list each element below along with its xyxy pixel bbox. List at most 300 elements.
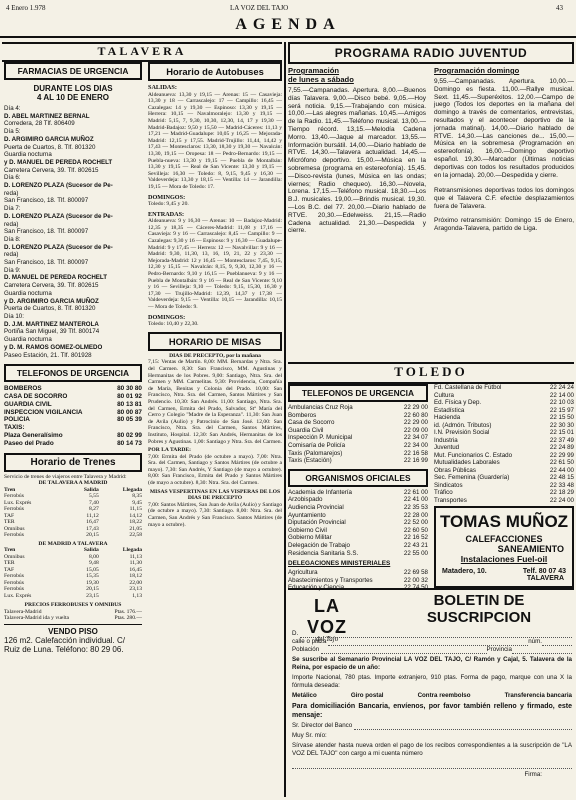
oficial-row-cell: 22 28 00 [403,511,428,519]
oficial-row [288,542,428,550]
boletin-muy: Muy Sr. mío: [292,732,327,739]
toledo-right-row [434,392,574,400]
domingos-1-title: DOMINGOS: [148,193,186,201]
toledo-telefonos-title: TELEFONOS DE URGENCIA [288,384,428,402]
oficial-row-cell: 22 35 53 [403,503,428,511]
toledo-telefono-row [288,442,428,450]
oficial-row-cell: 22 43 21 [403,541,428,549]
delegacion-row-cell: Abastecimientos y Transportes [288,576,373,584]
oficial-row-cell: 22 52 00 [403,519,428,527]
farmacia-line: Portiña San Miguel, 39 Tlf. 800174 [4,328,100,336]
misas-sub-2: POR LA TARDE: [148,447,191,454]
train-cell: Ferrobús [4,573,24,580]
toledo-right-row-cell: Mut. Funcionarios C. Estado [434,451,513,459]
oficial-row-cell: Academia de Infantería [288,488,352,496]
farmacia-line: D. LORENZO PLAZA (Sucesor de Pe- [4,243,113,251]
train-cell: 1,13 [132,592,142,599]
farmacia-line: San Francisco, 18. Tlf. 800097 [4,259,89,267]
telefono-row-cell: 80 30 80 [117,385,142,393]
farmacia-line: Guardia nocturna [4,336,52,344]
delegacion-row-cell: Agricultura [288,569,318,577]
oficial-row-cell: Audiencia Provincial [288,503,344,511]
train-cell: Omnibus [4,553,25,560]
farmacia-line: Día 5: [4,128,21,136]
farmacia-line: y D. ARGIMIRO GARCIA MUÑOZ [4,297,99,305]
toledo-right-row-cell: Tráfico [434,489,453,496]
toledo-telefono-row-cell: Comisaría de Policía [288,441,346,449]
toledo-right-row [434,474,574,482]
radio-note-1: Retransmisiones deportivas todos los domingos que el Talavera C.F. efectúe desplazamientos fuera de Talavera. [434,187,574,210]
toledo-right-row-cell: 22 61 50 [549,459,574,466]
ad-line-3: Instalaciones Fuel-oil [460,554,548,564]
train-cell: Omnibus [4,525,25,532]
toledo-telefono-row [288,434,428,442]
toledo-telefonos-table [288,404,428,465]
telefono-row [4,432,142,440]
precio-row-cell: Ptas. 280.— [114,615,142,622]
toledo-telefono-row-cell: Guardia Civil [288,426,324,434]
train-row [4,593,142,600]
delegacion-row [288,569,428,577]
oficial-row [288,527,428,535]
train-header-cell: Llegada [122,547,142,554]
entradas-text: Aldeanueva: 9 y 16,30 — Arenas: 10 — Badajoz-Madrid: 12,35 y 18,35 — Cáceres-Madrid: 11,08 y 17,16 — Casavieja: 9 y 16 — Carrascalejo: 8,45 — Campillo: 9 — Cazalegas: 9,30 y 16 — Espinoso: 9 y 16,30 — Guadalupe-Madrid: 9 y 17,45 — Herrera: 12 — Navalvillar: 9 y 16 — Madrid: 9,30, 11,30, 13, 16, 19, 21, 22 y 23,30 — Mejorada-Madrid: 12 y 16,45 — Montesclaros: 7,45, 9,15, 12,30 y 15,15 — Navalcán: 8,15, 9, 9,30, 12,30 y 16 — Pedro-Bernardo: 9,10 y 16,15 — Pueblanueva: 9 y 16 — Puebla de Montalbán: 9 y 16 — Real de San Vicente: 9,10 y 16 — Sevilleja: 9,10 — Toledo: 9,15, 15,30, 16,30 y 17,30 — Trujillo-Madrid: 12,39, 14,37 y 17,38 — Valdeverdeja: 9,15 — Ventilla: 10,15 — Jarandilla: 10,15 — Mora de Toledo: 9. [148,218,282,310]
farmacia-line: y D. M. RAMOS GOMEZ-OLMEDO [4,343,103,351]
toledo-right-row-cell: 22 44 00 [549,466,574,474]
oficial-row-cell: Residencia Sanitaria S.S. [288,549,359,557]
toledo-right-row [434,459,574,467]
farmacia-line: Puerta de Cuartos, 8. Tlf. 801320 [4,305,96,313]
toledo-telefono-row-cell: 22 09 00 [403,426,428,434]
domingos-2-text: Toledo: 10,40 y 22,30. [148,321,199,328]
toledo-right-row-cell: Transportes [434,496,467,504]
toledo-telefono-row-cell: Taxis (Palomarejos) [288,449,343,457]
train-cell: Lux. Exprés [4,499,32,506]
radio-weekday-title-1: Programación [288,66,340,75]
oficial-row-cell: 22 60 50 [403,526,428,534]
toledo-telefono-row-cell: 22 16 99 [403,457,428,465]
toledo-right-table [434,384,574,504]
train-cell: 20,15 [86,586,99,593]
farmacia-line: D. LORENZO PLAZA (Sucesor de Pe- [4,182,113,190]
toledo-telefono-row [288,404,428,412]
train-cell: 8,35 [132,493,142,500]
train-cell: 11,13 [129,553,142,560]
toledo-telefono-row [288,450,428,458]
trenes-title: Horario de Trenes [4,453,142,472]
train-header-cell: Salida [83,547,99,554]
farmacia-line: San Francisco, 18. Tlf. 800097 [4,197,89,205]
salidas-text: Aldeanueva: 13,30 y 19,15 — Arenas: 15 — Casavieja: 13,30 y 18 — Carrascalejo: 17 — Campillo: 16,45 — Cazalegas: 14 y 19,30 — Espinoso: 13,30 y 19,15 — Herrera: 10,15 — Navalmoralejo: 13,30 y 19,15 — Madrid: 5,15, 7, 9,30, 10,30, 12,30, 14, 17 y 19,30 — Madrid-Badajoz: 9,50 y 15,50 — Madrid-Cáceres: 11,13 y 17,21 — Madrid-Guadalupe: 10,05 y 16,25 — Mejorada-Madrid: 12,15 y 17,55. Madrid-Trujillo: 11,44, 14,42 y 17,43 — Montesclaros: 13,30, 18,30 y 19,30 — Navalcán: 13,30, 19,15 — Oropesa: 18 — Pedro-Bernardo: 19,15 — Puebla-nueva: 13,30 y 19,15 — Puebla de Montalbán: 13,30 y 19,15 — Real de San Vicente: 13,30 y 19,15 — Sevilleja: 16,30 — Toledo: 8, 9,15, 9,45 y 16,30 — Valdeverdeja: 13,30 y 18,15 — Ventilla: 14 — Jarandilla: 19,15 — Mora de Toledo: 17. [148,91,282,190]
ad-line-2: SANEAMIENTO [497,544,564,554]
farmacias-title: FARMACIAS DE URGENCIA [4,62,142,80]
salidas-title: SALIDAS: [148,84,177,91]
telefono-row-cell [109,424,142,432]
precio-row-cell: Talavera-Madrid [4,608,42,615]
trenes-intro: Servicio de trenes de viajeros entre Talavera y Madrid: [4,473,127,480]
delegaciones-title: DELEGACIONES MINISTERIALES [288,560,391,568]
logo-subtext: del Tajo [315,635,339,643]
train-cell: 7,40 [88,499,99,506]
telefono-row-cell: Plaza Generalísimo [4,431,63,439]
payment-option[interactable]: Metálico [292,692,317,699]
oficial-row-cell: 22 16 52 [403,534,428,542]
form-banco-field[interactable] [354,722,572,730]
radio-weekday-title-2: de lunes a sábado [288,75,354,84]
vendo-title: VENDO PISO [48,626,98,636]
train-cell: 18,22 [129,519,142,526]
boletin-text-4: Sírvase atender hasta nueva orden el pago de los recibos correspondientes a la suscripción de "LA VOZ DEL TAJO" con cargo a mi cuenta número [292,742,572,757]
telefono-row-cell: 80 13 81 [117,400,142,408]
toledo-right-row-cell: 22 24 24 [549,384,574,391]
toledo-telefono-row-cell: Bomberos [288,411,317,419]
toledo-right-row [434,429,574,437]
train-cell: 22,00 [129,579,142,586]
telefono-row-cell: INSPECCION VIGILANCIA [4,408,83,416]
train-cell: TER [4,519,15,526]
train-cell: 16,45 [129,566,142,573]
oficial-row [288,504,428,512]
delegacion-row-cell: 22 74 50 [403,584,428,592]
form-provincia-field[interactable] [512,646,572,654]
radio-note-2: Próximo retransmisión: Domingo 15 de Enero, Aragonda-Talavera, partido de Liga. [434,216,574,232]
telefonos-talavera-title: TELEFONOS DE URGENCIA [4,364,142,382]
telefono-row-cell: 80 00 87 [117,408,142,416]
talavera-right-column [148,62,282,797]
tomas-munoz-ad [434,506,574,588]
farmacia-line: Día 7: [4,205,21,213]
boletin-text-3: Para domiciliación Bancaria, envíenos, por favor también relleno y firmado, este mensaje: [292,703,572,719]
oficial-row [288,534,428,542]
boletin-section [288,588,574,800]
toledo-title: TOLEDO [288,362,574,384]
form-don-label: D. [292,630,299,637]
toledo-telefono-row-cell: Inspección P. Municipal [288,434,353,442]
section-title: AGENDA [0,16,576,38]
toledo-right-row-cell: 22 10 03 [549,399,574,406]
toledo-telefono-row-cell: Ambulancias Cruz Roja [288,404,353,411]
radio-weekday [288,66,426,358]
toledo-right-row-cell: I.N. Previsión Social [434,429,490,436]
boletin-form [292,630,572,779]
boletin-title-2: SUSCRIPCION [426,609,532,626]
oficial-row [288,550,428,558]
oficial-row-cell: Diputación Provincial [288,519,346,527]
oficial-row-cell: 22 61 00 [403,488,428,496]
farmacias-subtitle-1: DURANTE LOS DIAS [33,84,113,93]
oficial-row [288,489,428,497]
precios-table [4,609,142,622]
header-page-number: 43 [556,4,563,12]
farmacia-line: Carretera Cervera, 39. Tlf. 802615 [4,166,99,174]
toledo-right-row-cell: 22 30 30 [549,421,574,429]
farmacia-line: Guardia nocturna [4,289,52,297]
toledo-right-row-cell: Sindicatos [434,481,463,489]
boletin-text-1: Se suscribe al Semanario Provincial LA VOZ DEL TAJO, C/ Ramón y Cajal, 5. Talavera de la Reina, por espacio de un año: [292,656,572,671]
delegacion-row-cell: 22 00 32 [403,576,428,584]
oficial-row-cell: 22 41 00 [403,496,428,504]
header-paper: LA VOZ DEL TAJO [230,4,289,12]
train-cell: 16,47 [86,519,99,526]
payment-option[interactable]: Giro postal [350,692,384,699]
telefono-row-cell: 80 02 99 [117,431,142,439]
toledo-telefono-row-cell: Casa de Socorro [288,419,335,427]
misas-text-3: 7,00: Santos Mártires, San Juan de Avila (Aulio) y Santiago (de octubre a mayo). 7,30: Santiago. 8,00: Ntra. Sra. del Carmen, San Andrés y San Francisco. Santos Mártires (de mayo a octubre). [148,501,282,528]
train-cell: 19,30 [86,579,99,586]
logo-text: LA VOZ [306,596,347,637]
train-header-cell: Tren [4,486,16,493]
ad-city: TALAVERA [526,575,564,582]
train-cell: 9,48 [88,560,99,567]
toledo-right-row [434,437,574,445]
radio-section [288,42,574,360]
toledo-telefono-row [288,412,428,420]
payment-option[interactable]: Contra reembolso [417,692,471,699]
farmacia-line: Día 8: [4,235,21,243]
train-cell: Ferrobús [4,506,24,513]
toledo-telefono-row-cell: 22 29 00 [403,419,428,427]
toledo-right-row [434,407,574,415]
oficiales-table [288,489,428,557]
toledo-right [434,384,574,504]
farmacia-line: reda) [4,251,19,259]
train-cell: 21,05 [129,525,142,532]
telefono-row [4,424,142,432]
oficial-row-cell: Arzobispado [288,496,323,504]
toledo-telefono-row-cell: 22 16 58 [403,449,428,457]
train-cell: Ferrobús [4,532,24,539]
boletin-title-1: BOLETIN DE [433,592,525,609]
oficial-row-cell: 22 55 00 [403,549,428,557]
header-date: 4 Enero 1.978 [6,4,46,12]
toledo-right-row-cell: 22 14 00 [549,391,574,399]
precio-row-cell: Ptas. 176.— [114,608,142,615]
entradas-title: ENTRADAS: [148,210,185,218]
toledo-telefono-row-cell: 22 34 07 [403,434,428,442]
toledo-right-row-cell: Obras Públicas [434,466,476,474]
radio-sunday-title: Programación domingo [434,66,520,75]
talavera-title: TALAVERA [2,42,282,62]
farmacia-line: Día 6: [4,174,21,182]
telefono-row-cell: 80 01 92 [117,393,142,400]
toledo-right-row [434,422,574,430]
form-don-field[interactable] [300,630,572,638]
form-poblacion-label: Población [292,646,320,653]
farmacia-line: Corredera, 28 Tlf. 806409 [4,120,75,128]
toledo-right-row [434,467,574,475]
telefono-row [4,416,142,424]
toledo-right-row-cell: Mutualidades Laborales [434,459,500,466]
toledo-right-row-cell: Sec. Femenina (Guardería) [434,474,510,481]
oficial-row [288,519,428,527]
train-cell: 11,30 [129,560,142,567]
trenes-heading-1: DE TALAVERA A MADRID [38,480,108,487]
delegacion-row [288,577,428,585]
form-cuenta-field[interactable] [292,760,572,769]
train-cell: 11,15 [129,506,142,513]
oficial-row-cell: Ayuntamiento [288,511,326,519]
train-cell: 23,13 [129,586,142,593]
radio-sunday-text: 9,55.—Campanadas. Apertura. 10,00.—Domingo es fiesta. 11,00.—Rallye musical. Sext. 11,45.—Superéxitos. 12,00.—Campo de juego (Todos los deportes en la mañana del domingo a través de comentarios, entrevistas, resultados y el acontecer deportivo de la jornada matinal). 14,00.—Diario hablado de RTVE. 14,30.—Las canciones de... 15,00.—Música en la sobremesa (Programación en estereofonía). 16,00.—Domingo deportivo español. 19,30.—Marcador (Últimas noticias deportivas con todos los resultados producidos en la jornada). 20,00.—Despedida y cierre. [434,78,574,179]
train-cell: 22,58 [129,532,142,539]
farmacia-line: y D. MANUEL DE PEREDA ROCHELT [4,158,113,166]
toledo-right-row [434,497,574,505]
ad-phone: Telf. 80 07 43 [522,568,566,575]
toledo-right-row-cell: Cultura [434,391,454,399]
toledo-right-row-cell: 22 37 49 [549,436,574,444]
train-cell: 11,12 [86,512,99,519]
toledo-right-row [434,452,574,460]
toledo-left [288,384,428,592]
farmacia-line: D. ABEL MARTINEZ BERNAL [4,112,90,120]
train-cell: 9,45 [132,499,142,506]
train-cell: 18,12 [129,573,142,580]
train-cell: TAF [4,566,15,573]
farmacia-line: reda) [4,189,19,197]
train-row [4,532,142,539]
oficial-row-cell: Delegación de Trabajo [288,541,350,549]
telefono-row [4,401,142,409]
toledo-right-row-cell: 22 15 97 [549,406,574,414]
telefono-row-cell: TAXIS: [4,424,25,432]
delegacion-row-cell: 22 69 58 [403,569,428,577]
train-cell: TER [4,560,15,567]
telefono-row [4,440,142,448]
domingos-2-title: DOMINGOS: [148,313,186,321]
form-num-field[interactable] [542,638,572,646]
ad-line-1: CALEFACCIONES [465,534,543,544]
train-cell: Ferrobús [4,579,24,586]
telefono-row-cell: Paseo del Prado [4,439,54,447]
toledo-right-row-cell: Fd. Castellana de Fútbol [434,384,502,391]
farmacia-line: Guardia nocturna [4,151,52,159]
train-cell: Ferrobús [4,493,24,500]
toledo-right-row [434,444,574,452]
delegacion-row-cell: Educación y Ciencia [288,584,345,592]
farmacia-line: Carretera Cervera, 39. Tlf. 802615 [4,282,99,290]
misas-text-2: 7,00: Ermita del Prado (de octubre a mayo). 7,00: Ntra. Sra. del Carmen, Santiago y Santos Mártires (de octubre a mayo). 7,30: San Andrés, Y Santiago (de mayo a octubre). 8,00: San Francisco, Ermita del Prado y Santos Mártires (de mayo a octubre). 8,30: Ntra. Sra. del Carmen. [148,453,282,487]
train-header-cell: Llegada [122,486,142,493]
autobuses-title: Horario de Autobuses [148,62,282,81]
toledo-right-row [434,399,574,407]
toledo-right-row-cell: 22 48 15 [549,474,574,481]
toledo-right-row-cell: Ed. Física y Dep. [434,399,482,406]
toledo-right-row-cell: 22 24 00 [549,496,574,504]
ad-address: Matadero, 10. [442,568,487,575]
train-cell: 8,27 [88,506,99,513]
toledo-right-row-cell: Juventud [434,444,460,451]
radio-weekday-text: 7,55.—Campanadas. Apertura. 8,00.—Buenos días Talavera. 9,00.—Disco bebé. 9,05.—Hoy será noticia. 9,15.—Trabajando con música. 10,00.—Las alegres mañanas. 10,45.—Amigos de la Radio. 11,45.—Teléfono musical. 13,00.—Tiempo récord. 13,15.—Melodía Cadena Morro. 13,40.—Jaque al marcador. 13,55.—Información bursátil. 14,00.—Diario hablado de RTVE. 14,30.—Talavera actualidad. 14,45.—Micrófono deportivo. 15,00.—Música en la sobremesa (programa en estereofonía). 15,45.—Disco-revista (lunes, Música en las ondas; viernes; Radio chequeo). 16,30.—Novela, Lorena. 17,15.—Teléfono musical. 18,30.—Los B.J. musicales. 19,00.—Brindis musical. 19,30.—Los B.C. del 77. 20,00.—Diario hablado de RTVE. 20,30.—Edelweiss. 21,15.—Radio Cadena actualidad. 21,30.—Despedida y cierre. [288,87,426,235]
toledo-right-row-cell: 22 15 50 [549,414,574,421]
toledo-right-row [434,414,574,422]
toledo-right-row-cell: Estadística [434,406,465,414]
vendo-text: 126 m2. Calefacción individual. C/ Ruiz de Luna. Teléfono: 80 29 06. [4,635,125,654]
form-provincia-label: Provincia [486,646,512,653]
toledo-right-row-cell: 22 18 29 [549,489,574,496]
precios-title: PRECIOS FERROBUSES Y OMNIBUS [24,602,122,609]
toledo-telefono-row-cell: 22 34 00 [403,441,428,449]
train-cell: 14,12 [129,512,142,519]
train-cell: 15,35 [86,573,99,580]
oficial-row-cell: Gobierno Civil [288,526,327,534]
telefono-row [4,393,142,401]
toledo-telefono-row-cell: 22 60 80 [403,411,428,419]
train-header-cell: Salida [83,486,99,493]
farmacia-line: San Francisco, 18. Tlf. 800097 [4,228,89,236]
form-calle-field[interactable] [328,638,528,646]
oficial-row-cell: Gobierno Militar [288,534,332,542]
toledo-telefono-row [288,419,428,427]
train-cell: 5,55 [88,493,99,500]
toledo-right-row-cell: 22 15 01 [549,429,574,436]
telefono-row-cell: 80 14 73 [117,439,142,447]
farmacia-line: D. ARGIMIRO GARCIA MUÑOZ [4,135,94,143]
farmacia-line: reda) [4,220,19,228]
train-cell: 17,43 [86,525,99,532]
form-poblacion-field[interactable] [321,646,486,654]
oficiales-title: ORGANISMOS OFICIALES [288,469,428,487]
toledo-telefono-row [288,427,428,435]
trenes-table-1 [4,487,142,539]
trenes-heading-2: DE MADRID A TALAVERA [38,540,108,547]
boletin-firma: Firma: [524,771,542,778]
farmacia-line: Puerta de Cuartos, 8. Tlf. 801320 [4,143,96,151]
train-cell: Ferrobús [4,586,24,593]
farmacia-line: Paseo Estación, 21. Tlf. 801928 [4,351,92,359]
farmacia-line: Día 10: [4,312,24,320]
form-num-label: núm. [528,638,542,645]
telefono-row [4,385,142,393]
payment-option[interactable]: Transferencia bancaria [504,692,572,699]
telefonos-talavera-table [4,385,142,447]
boletin-title [384,592,574,626]
toledo-telefono-row-cell: Taxis (Estación) [288,457,332,465]
toledo-right-row-cell: 22 33 48 [549,481,574,489]
radio-title: PROGRAMA RADIO JUVENTUD [288,42,574,64]
train-cell: 8,00 [88,553,99,560]
form-banco-label: Sr. Director del Banco [292,722,353,729]
misas-text-1: 7,15: Ventas de Martín. 8,00: MM. Bernardas y Ntra. Sra. del Carmen. 8,30: San Francisco, MM. Agustinas y Hermanitas de los Pobres. 9,00: Santiago, Ntra. Sra. del Carmen y MM. Carmelitas. 9,30: Providencia, Compañía de María, Benitas y Colonia del Prado. 10,00: San Francisco, Ntra. Sra. del Carmen, Santos Mártires y San Prudencio. 10,30: San Andrés. 11,00: Santiago, Ntra. Sra. del Carmen, Ermita del Prado, Salvador, Stª María del Cerro y Colegio "Madre de la Esperanza". 11,30: San Juan de Avila (Aulio) y Patrocinio de San José. 12,00: San Francisco, Ntra. Sra. del Carmen, Santos Mártires, Instituto, Hospital. 12,30: San Andrés, Hermanitas de los Pobres y Agustinas. 1,00: Santiago y Ntra. Sra. del Carmen. [148,359,282,445]
farmacia-line: Día 4: [4,105,21,112]
precio-row [4,615,142,622]
precio-row-cell: Talavera-Madrid ida y vuelta [4,615,69,622]
ad-name: TOMAS MUÑOZ [439,512,569,531]
domingos-1-text: Toledo: 9,45 y 20. [148,201,189,208]
toledo-right-row [434,482,574,490]
train-cell: Lux. Exprés [4,592,32,599]
toledo-right-row-cell: Industria [434,436,458,444]
farmacia-line: D. MANUEL DE PEREDA ROCHELT [4,274,108,282]
farmacia-line: D. J.M. MARTINEZ MANTEROLA [4,320,99,328]
misas-sub-1: DIAS DE PRECEPTO, por la mañana [169,352,261,359]
toledo-telefono-row [288,457,428,465]
payment-options [292,692,572,700]
oficial-row [288,496,428,504]
train-cell: TAF [4,512,15,519]
train-header-cell: Tren [4,547,16,554]
trenes-table-2 [4,547,142,599]
farmacia-line: D. LORENZO PLAZA (Sucesor de Pe- [4,212,113,220]
farmacias-list [4,105,142,359]
talavera-left-column [4,62,142,797]
form-calle-label: calle o plaza [292,638,327,645]
telefono-row-cell: CASA DE SOCORRO [4,393,68,400]
toledo-right-row-cell: 22 29 99 [549,451,574,459]
misas-sub-3: MISAS VESPERTINAS EN LAS VISPERAS DE LOS DIAS DE PRECEPTO [149,488,281,502]
toledo-right-row-cell: Hacienda [434,414,461,421]
telefono-row-cell: 80 05 39 [117,416,142,424]
radio-sunday [434,66,574,358]
